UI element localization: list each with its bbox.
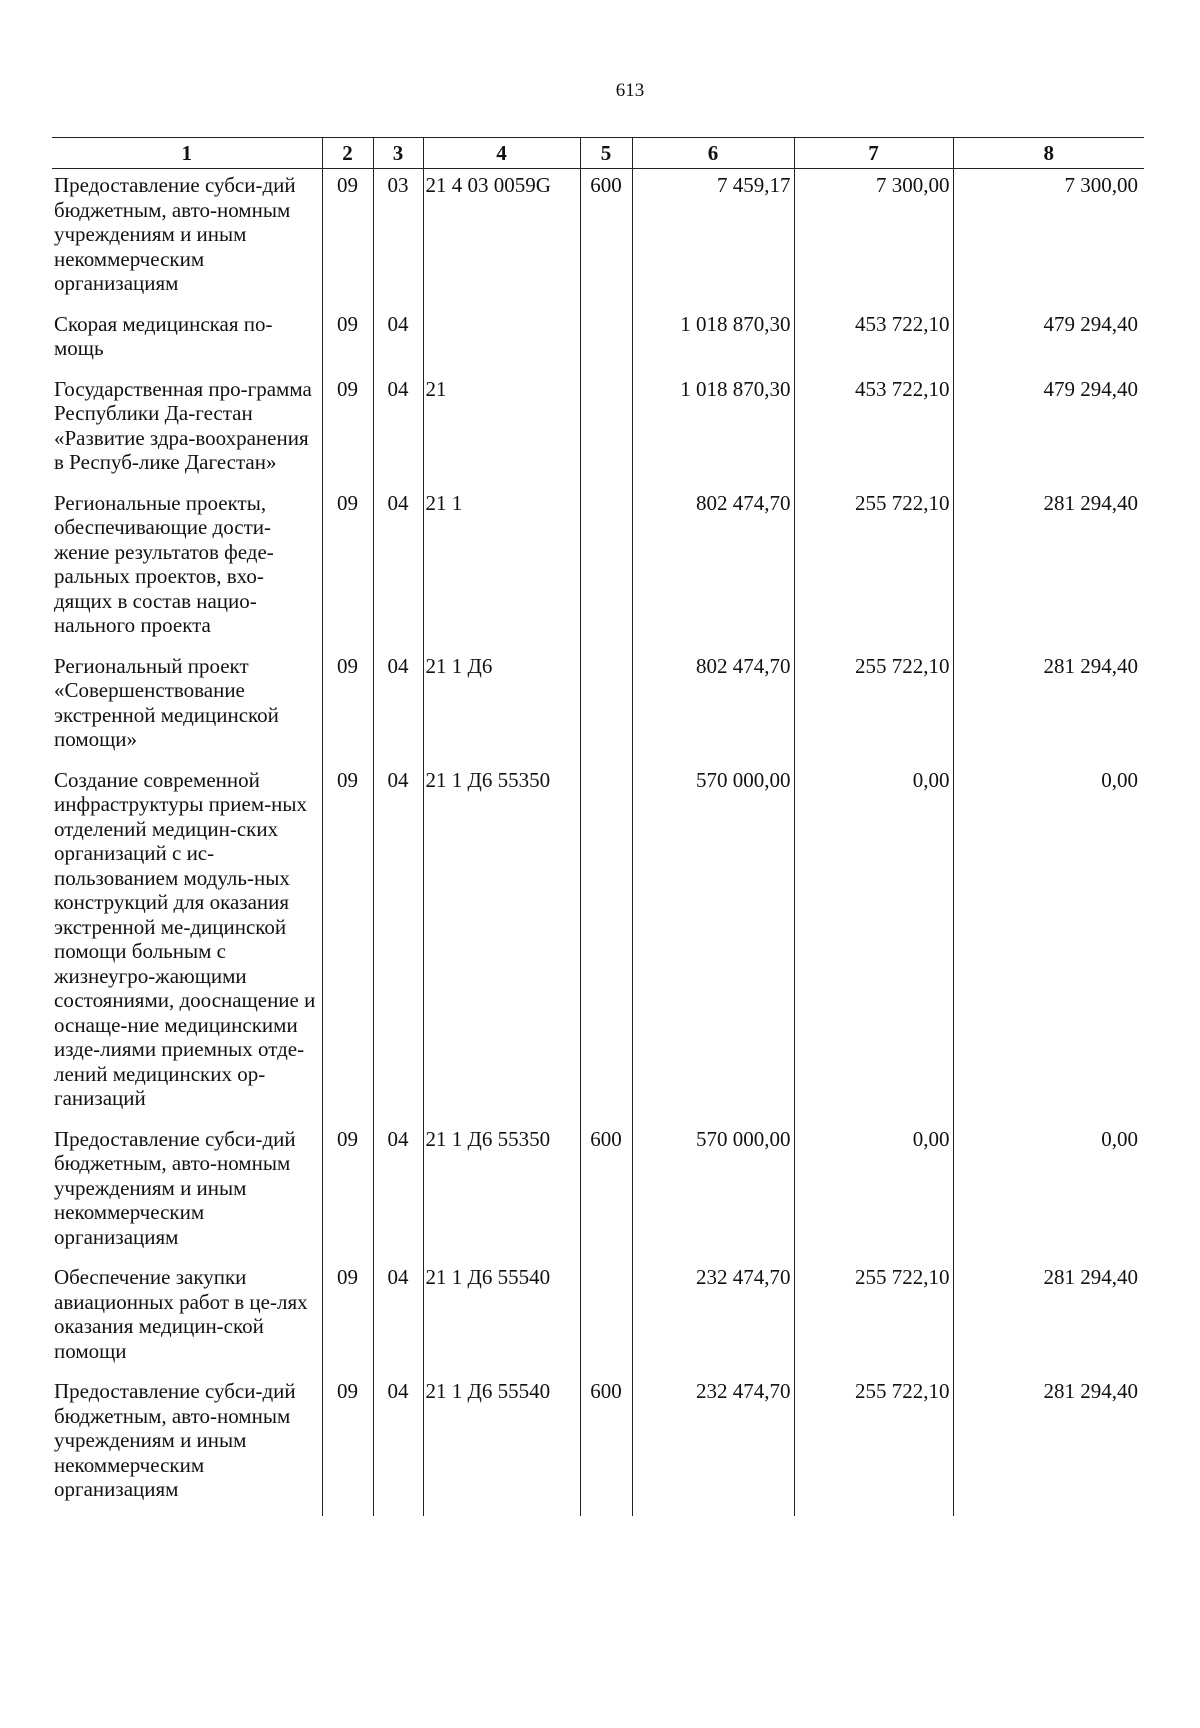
row-expense-type — [580, 650, 632, 764]
row-target-code: 21 1 Д6 55350 — [423, 1123, 580, 1262]
header-row — [52, 138, 1144, 169]
row-amount-col7: 453 722,10 — [794, 373, 953, 487]
row-amount-col8: 281 294,40 — [953, 1375, 1144, 1516]
row-amount-col8: 479 294,40 — [953, 373, 1144, 487]
row-amount-col7: 7 300,00 — [794, 169, 953, 308]
row-target-code: 21 1 Д6 55540 — [423, 1375, 580, 1516]
column-header: 3 — [373, 138, 423, 169]
row-subsection: 04 — [373, 1123, 423, 1262]
table-body — [52, 169, 1144, 1516]
column-header: 8 — [953, 138, 1144, 169]
table-row — [52, 308, 1144, 373]
row-expense-type — [580, 373, 632, 487]
row-amount-col7: 255 722,10 — [794, 487, 953, 650]
row-expense-type: 600 — [580, 1375, 632, 1516]
row-amount-col6: 1 018 870,30 — [632, 373, 794, 487]
row-section: 09 — [322, 1261, 373, 1375]
row-amount-col8: 479 294,40 — [953, 308, 1144, 373]
row-expense-type: 600 — [580, 169, 632, 308]
row-amount-col6: 802 474,70 — [632, 487, 794, 650]
row-description: Предоставление субси-дий бюджетным, авто-номным учреждениям и иным некоммерческим организациям — [54, 1379, 296, 1501]
row-section: 09 — [322, 1375, 373, 1516]
table-row — [52, 1261, 1144, 1375]
table-row — [52, 764, 1144, 1123]
table-row — [52, 487, 1144, 650]
column-header: 1 — [52, 138, 322, 169]
row-description: Скорая медицинская по-мощь — [54, 311, 273, 360]
row-subsection: 04 — [373, 373, 423, 487]
page-number: 613 — [615, 80, 645, 101]
row-section: 09 — [322, 1123, 373, 1262]
table-row — [52, 169, 1144, 308]
table-row — [52, 650, 1144, 764]
row-amount-col6: 570 000,00 — [632, 764, 794, 1123]
column-header: 2 — [322, 138, 373, 169]
row-section: 09 — [322, 308, 373, 373]
row-subsection: 04 — [373, 764, 423, 1123]
row-amount-col8: 0,00 — [953, 1123, 1144, 1262]
row-amount-col6: 802 474,70 — [632, 650, 794, 764]
row-amount-col8: 7 300,00 — [953, 169, 1144, 308]
row-section: 09 — [322, 373, 373, 487]
budget-table — [52, 137, 1144, 1516]
row-amount-col6: 1 018 870,30 — [632, 308, 794, 373]
table-row — [52, 373, 1144, 487]
row-subsection: 03 — [373, 169, 423, 308]
row-amount-col7: 255 722,10 — [794, 1375, 953, 1516]
row-amount-col7: 255 722,10 — [794, 1261, 953, 1375]
row-target-code: 21 1 Д6 — [423, 650, 580, 764]
column-header: 5 — [580, 138, 632, 169]
row-amount-col6: 570 000,00 — [632, 1123, 794, 1262]
row-target-code: 21 1 Д6 55540 — [423, 1261, 580, 1375]
row-subsection: 04 — [373, 487, 423, 650]
column-header: 6 — [632, 138, 794, 169]
row-section: 09 — [322, 487, 373, 650]
row-amount-col7: 453 722,10 — [794, 308, 953, 373]
row-subsection: 04 — [373, 1261, 423, 1375]
row-description: Создание современной инфраструктуры прием-ных отделений медицин-ских организаций с ис-пользованием модуль-ных конструкций для оказания экстренной ме-дицинской помощи больным с жизнеугро-жающими состояниями, дооснащение и оснаще-ние медицинскими изде-лиями приемных отде-лений медицинских ор-ганизаций — [54, 767, 316, 1110]
row-amount-col7: 0,00 — [794, 1123, 953, 1262]
table-header — [52, 138, 1144, 169]
column-header: 4 — [423, 138, 580, 169]
row-expense-type: 600 — [580, 1123, 632, 1262]
row-description: Предоставление субси-дий бюджетным, авто-номным учреждениям и иным некоммерческим организациям — [54, 173, 296, 295]
row-target-code — [423, 308, 580, 373]
row-description: Региональный проект «Совершенствование экстренной медицинской помощи» — [54, 653, 279, 751]
row-amount-col8: 281 294,40 — [953, 487, 1144, 650]
row-description: Региональные проекты, обеспечивающие дости-жение результатов феде-ральных проектов, вхо-дящих в состав нацио-нального проекта — [54, 490, 274, 637]
row-expense-type — [580, 764, 632, 1123]
row-description: Государственная про-грамма Республики Да-гестан «Развитие здра-воохранения в Респуб-лике Дагестан» — [54, 376, 312, 474]
row-amount-col6: 232 474,70 — [632, 1375, 794, 1516]
budget-table-container — [52, 137, 1144, 1516]
row-section: 09 — [322, 169, 373, 308]
table-row — [52, 1123, 1144, 1262]
row-expense-type — [580, 308, 632, 373]
row-amount-col6: 232 474,70 — [632, 1261, 794, 1375]
row-description: Предоставление субси-дий бюджетным, авто-номным учреждениям и иным некоммерческим организациям — [54, 1126, 296, 1249]
column-header: 7 — [794, 138, 953, 169]
row-target-code: 21 1 — [423, 487, 580, 650]
row-section: 09 — [322, 764, 373, 1123]
row-subsection: 04 — [373, 650, 423, 764]
row-expense-type — [580, 1261, 632, 1375]
row-expense-type — [580, 487, 632, 650]
row-target-code: 21 — [423, 373, 580, 487]
row-amount-col7: 0,00 — [794, 764, 953, 1123]
row-amount-col8: 281 294,40 — [953, 650, 1144, 764]
row-amount-col7: 255 722,10 — [794, 650, 953, 764]
row-subsection: 04 — [373, 308, 423, 373]
row-target-code: 21 1 Д6 55350 — [423, 764, 580, 1123]
row-amount-col8: 281 294,40 — [953, 1261, 1144, 1375]
row-amount-col8: 0,00 — [953, 764, 1144, 1123]
row-target-code: 21 4 03 0059G — [423, 169, 580, 308]
row-subsection: 04 — [373, 1375, 423, 1516]
row-description: Обеспечение закупки авиационных работ в це-лях оказания медицин-ской помощи — [54, 1265, 308, 1363]
table-row — [52, 1375, 1144, 1516]
row-section: 09 — [322, 650, 373, 764]
row-amount-col6: 7 459,17 — [632, 169, 794, 308]
